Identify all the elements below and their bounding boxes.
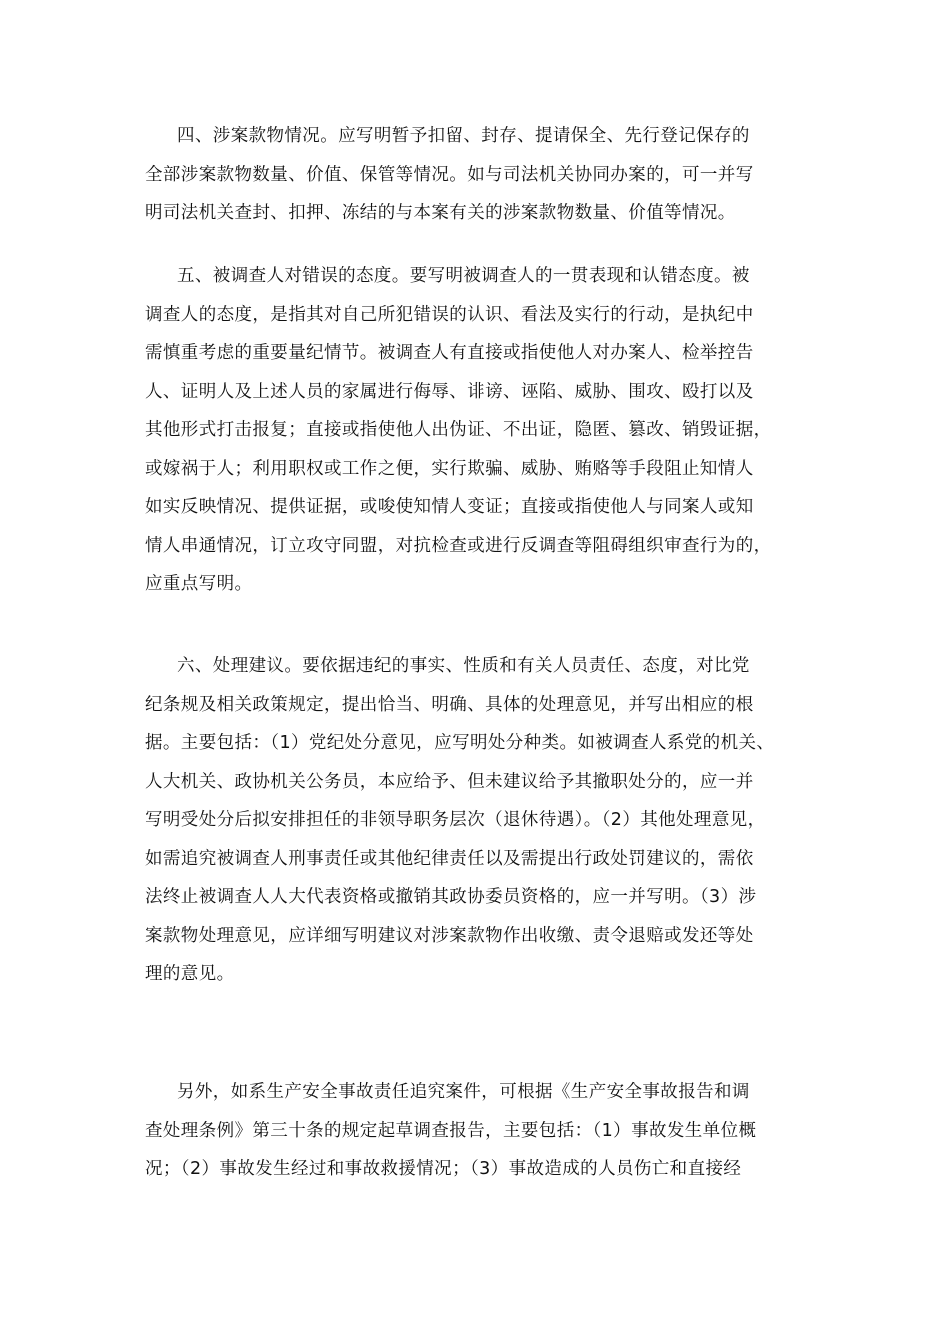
text-line: 情人串通情况，订立攻守同盟，对抗检查或进行反调查等阻碍组织审查行为的， [145,535,772,556]
text-line: 如需追究被调查人刑事责任或其他纪律责任以及需提出行政处罚建议的，需依 [145,848,754,869]
paragraph-evidence-items [145,117,815,233]
text-line: 法终止被调查人人大代表资格或撤销其政协委员资格的，应一并写明。（3）涉 [145,887,757,907]
paragraph-safety-accident [145,1073,815,1189]
text-line: 据。主要包括：（1）党纪处分意见，应写明处分种类。如被调查人系党的机关、 [145,733,775,753]
text-line: 调查人的态度，是指其对自己所犯错误的认识、看法及实行的行动，是执纪中 [145,304,754,325]
text-line: 纪条规及相关政策规定，提出恰当、明确、具体的处理意见，并写出相应的根 [145,694,754,715]
text-line: 人、证明人及上述人员的家属进行侮辱、诽谤、诬陷、威胁、围攻、殴打以及 [145,381,754,402]
text-line: 案款物处理意见，应详细写明建议对涉案款物作出收缴、责令退赔或发还等处 [145,925,754,946]
text-line: 全部涉案款物数量、价值、保管等情况。如与司法机关协同办案的，可一并写 [145,164,754,185]
text-line: 或嫁祸于人；利用职权或工作之便，实行欺骗、威胁、贿赂等手段阻止知情人 [145,458,754,479]
text-line: 理的意见。 [145,964,235,984]
text-line: 另外，如系生产安全事故责任追究案件，可根据《生产安全事故报告和调 [177,1082,750,1102]
text-line: 其他形式打击报复；直接或指使他人出伪证、不出证，隐匿、篡改、销毁证据， [145,420,772,440]
paragraph-handling-suggestions [145,647,815,994]
text-line: 如实反映情况、提供证据，或唆使知情人变证；直接或指使他人与同案人或知 [145,497,754,517]
text-line: 况；（2）事故发生经过和事故救援情况；（3）事故造成的人员伤亡和直接经 [145,1159,742,1179]
text-line: 明司法机关查封、扣押、冻结的与本案有关的涉案款物数量、价值等情况。 [145,203,736,223]
text-line: 需慎重考虑的重要量纪情节。被调查人有直接或指使他人对办案人、检举控告 [145,343,754,363]
text-line: 六、处理建议。要依据违纪的事实、性质和有关人员责任、态度，对比党 [177,656,750,676]
text-line: 查处理条例》第三十条的规定起草调查报告，主要包括：（1）事故发生单位概 [145,1120,757,1141]
text-line: 应重点写明。 [145,574,253,594]
text-line: 写明受处分后拟安排担任的非领导职务层次（退休待遇）。（2）其他处理意见， [145,810,766,830]
paragraph-attitude [145,257,815,604]
text-line: 人大机关、政协机关公务员，本应给予、但未建议给予其撤职处分的，应一并 [145,771,754,792]
text-line: 五、被调查人对错误的态度。要写明被调查人的一贯表现和认错态度。被 [177,266,750,286]
text-line: 四、涉案款物情况。应写明暂予扣留、封存、提请保全、先行登记保存的 [177,126,750,146]
